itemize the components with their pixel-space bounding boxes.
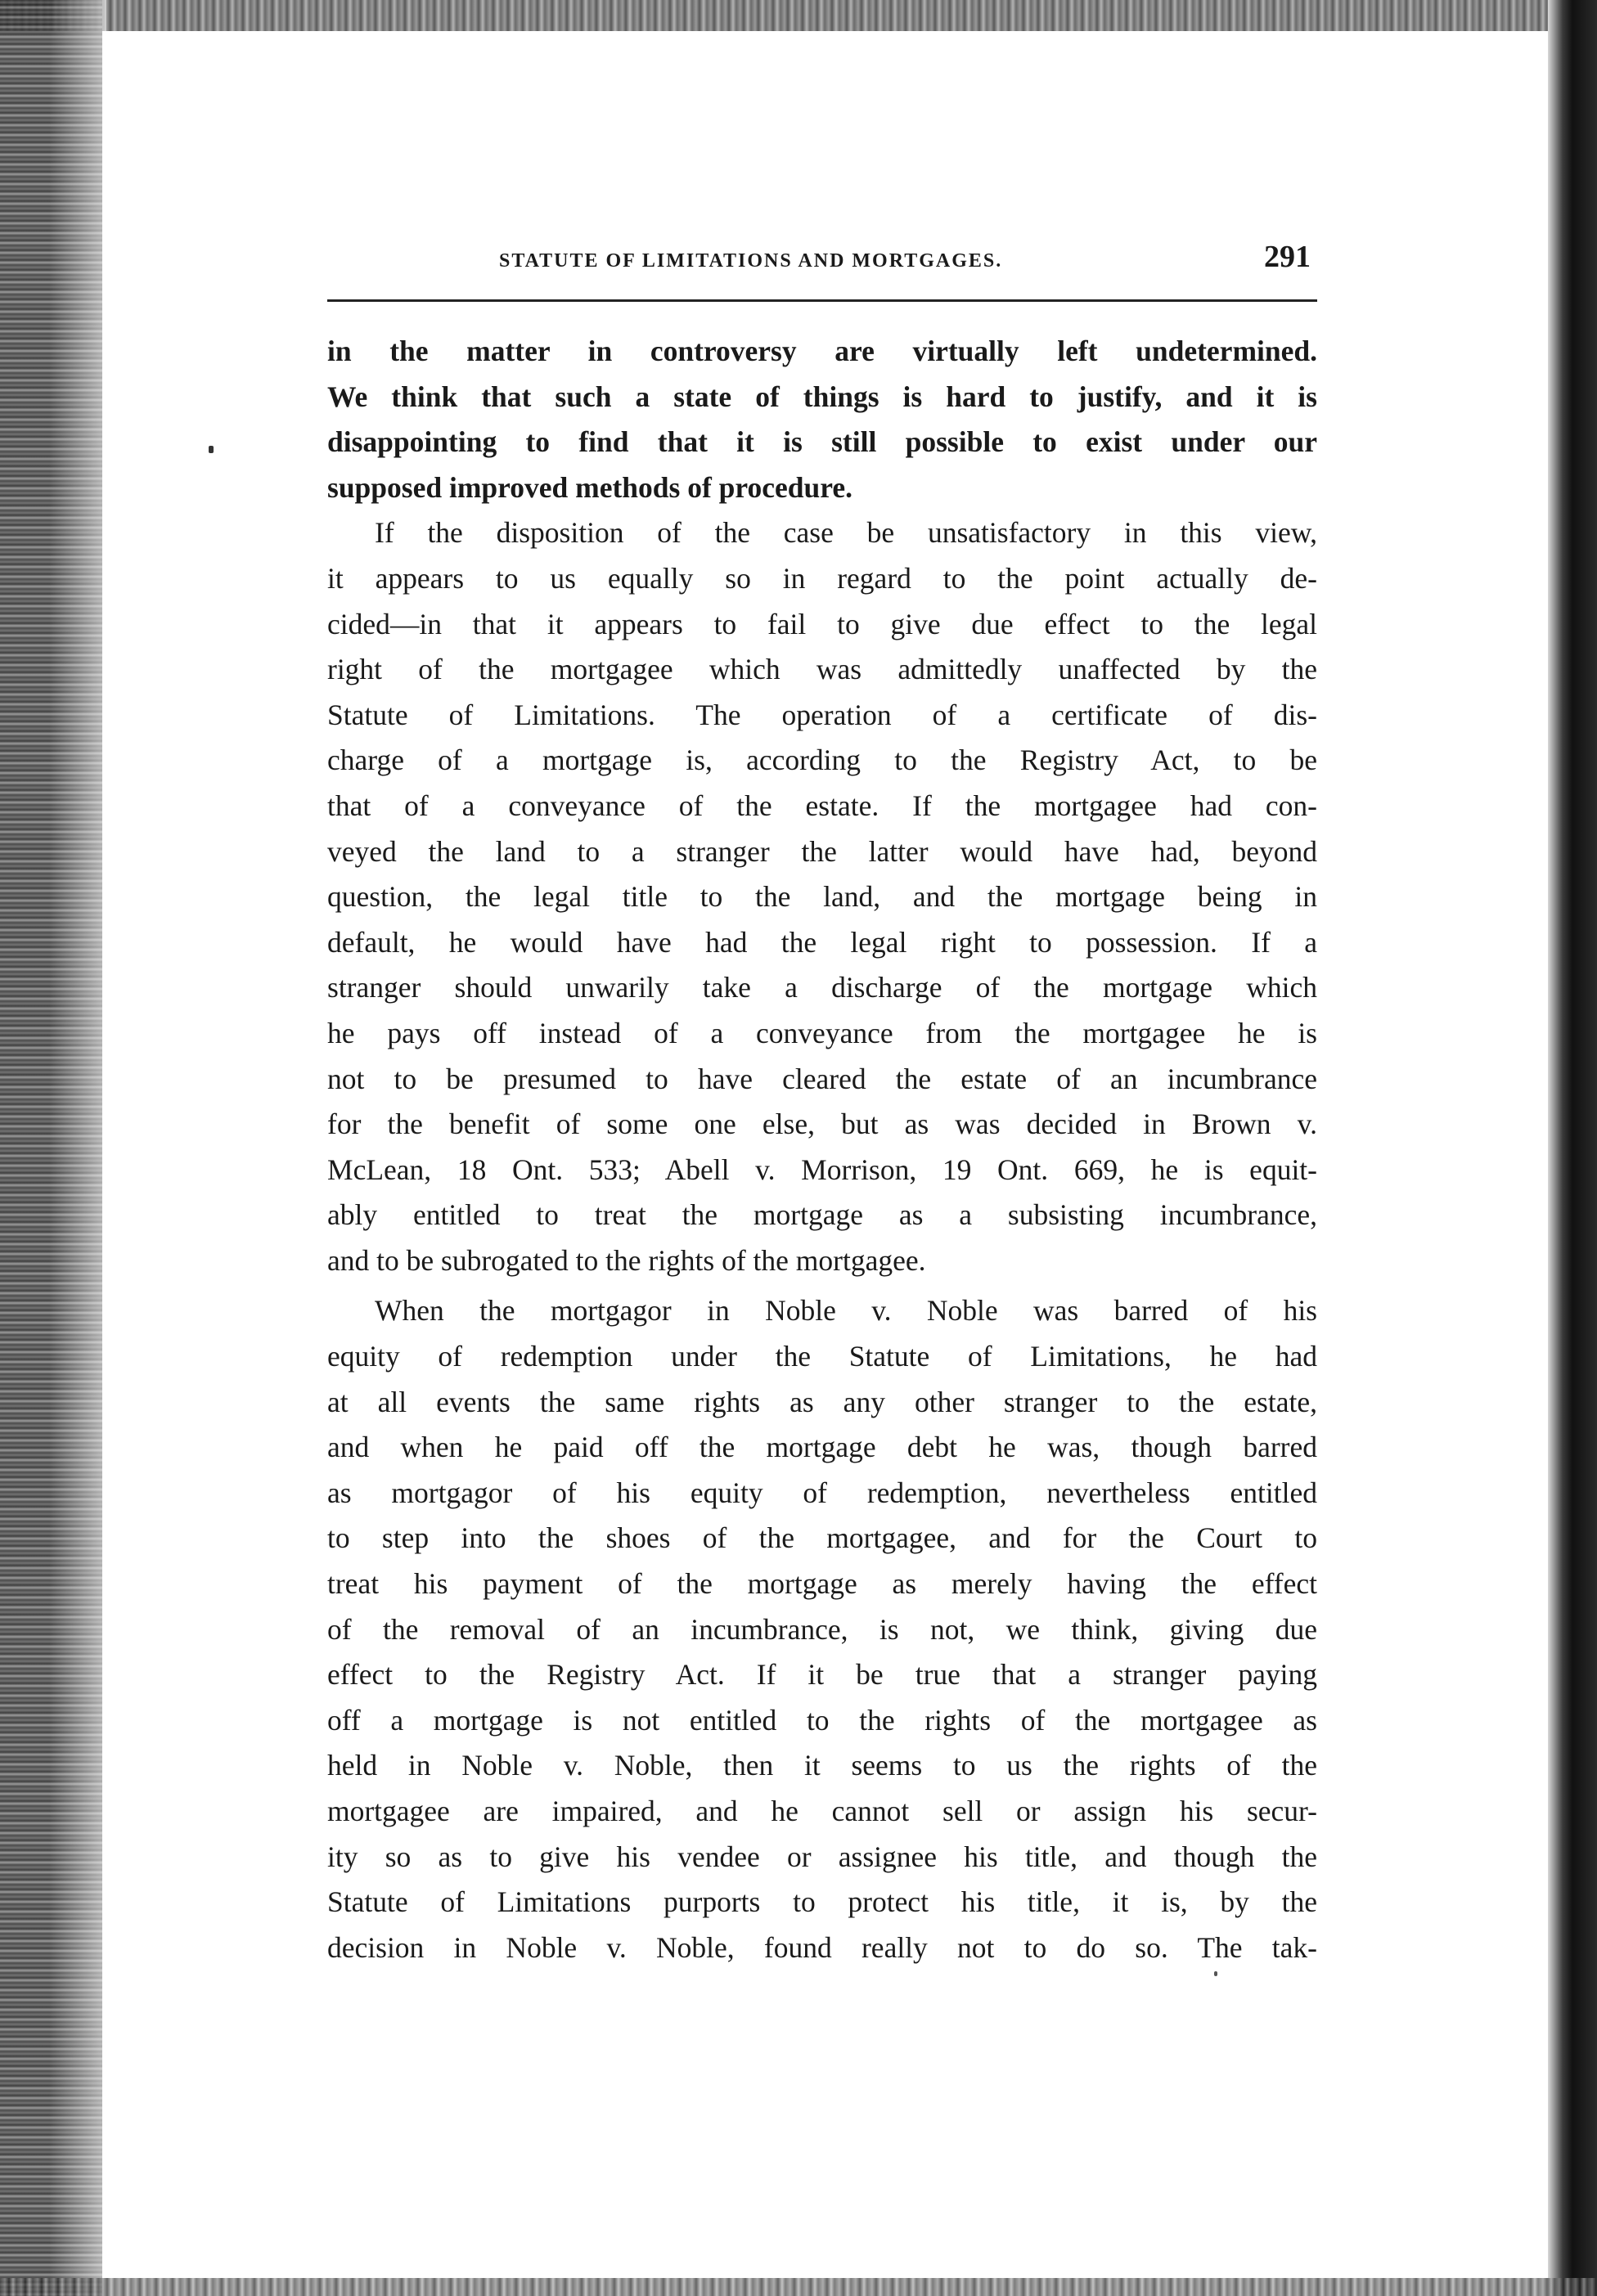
text-line: treat his payment of the mortgage as merely having the effect bbox=[327, 1567, 1317, 1601]
text-line: ably entitled to treat the mortgage as a subsisting incumbrance, bbox=[327, 1198, 1317, 1232]
bottom-scan-border bbox=[0, 2278, 1597, 2296]
top-scan-border bbox=[0, 0, 1597, 31]
text-line: default, he would have had the legal right to possession. If a bbox=[327, 925, 1317, 959]
text-line: right of the mortgagee which was admittedly unaffected by the bbox=[327, 653, 1317, 686]
body-text bbox=[327, 329, 1317, 1970]
text-line: veyed the land to a stranger the latter would have had, beyond bbox=[327, 834, 1317, 868]
text-line: ity so as to give his vendee or assignee his title, and though the bbox=[327, 1840, 1317, 1873]
text-line: equity of redemption under the Statute of Limitations, he had bbox=[327, 1340, 1317, 1373]
running-header bbox=[327, 229, 1317, 278]
left-border-fade bbox=[49, 0, 106, 2296]
text-line: as mortgagor of his equity of redemption, nevertheless entitled bbox=[327, 1476, 1317, 1509]
text-line: disappointing to find that it is still possible to exist under our bbox=[327, 425, 1317, 459]
page-number: 291 bbox=[1264, 240, 1311, 274]
text-line: If the disposition of the case be unsatisfactory in this view, bbox=[375, 516, 1317, 550]
text-line: charge of a mortgage is, according to the Registry Act, to be bbox=[327, 744, 1317, 777]
text-line: We think that such a state of things is hard to justify, and it is bbox=[327, 380, 1317, 413]
right-scan-border bbox=[1548, 0, 1597, 2296]
text-line: of the removal of an incumbrance, is not, we think, giving due bbox=[327, 1612, 1317, 1646]
header-rule bbox=[327, 299, 1317, 302]
book-page bbox=[327, 229, 1317, 1964]
text-line: off a mortgage is not entitled to the rights of the mortgagee as bbox=[327, 1703, 1317, 1737]
text-line: he pays off instead of a conveyance from the mortgagee he is bbox=[327, 1016, 1317, 1049]
text-line: at all events the same rights as any other stranger to the estate, bbox=[327, 1385, 1317, 1418]
stray-ink-mark bbox=[1214, 1971, 1217, 1976]
text-line: and to be subrogated to the rights of the mortgagee. bbox=[327, 1243, 926, 1277]
text-line: Statute of Limitations. The operation of a certificate of dis- bbox=[327, 698, 1317, 731]
paragraph-3 bbox=[327, 1288, 1317, 1970]
text-line: question, the legal title to the land, and the mortgage being in bbox=[327, 880, 1317, 914]
text-line: supposed improved methods of procedure. bbox=[327, 470, 853, 504]
stray-ink-mark bbox=[209, 446, 214, 453]
text-line: in the matter in controversy are virtually left undetermined. bbox=[327, 335, 1317, 367]
running-title: STATUTE OF LIMITATIONS AND MORTGAGES. bbox=[499, 250, 1003, 272]
text-line: McLean, 18 Ont. 533; Abell v. Morrison, 19 Ont. 669, he is equit- bbox=[327, 1152, 1317, 1186]
text-line: that of a conveyance of the estate. If the mortgagee had con- bbox=[327, 789, 1317, 822]
paragraph-1 bbox=[327, 329, 1317, 510]
text-line: mortgagee are impaired, and he cannot sell or assign his secur- bbox=[327, 1795, 1317, 1827]
text-line: cided—in that it appears to fail to give due effect to the legal bbox=[327, 607, 1317, 640]
text-line: Statute of Limitations purports to protect his title, it is, by the bbox=[327, 1885, 1317, 1919]
text-line: not to be presumed to have cleared the estate of an incumbrance bbox=[327, 1062, 1317, 1095]
text-line: decision in Noble v. Noble, found really not to do so. The tak- bbox=[327, 1930, 1317, 1964]
text-line: to step into the shoes of the mortgagee, and for the Court to bbox=[327, 1521, 1317, 1555]
text-line: stranger should unwarily take a discharge of the mortgage which bbox=[327, 971, 1317, 1004]
text-line: effect to the Registry Act. If it be true that a stranger paying bbox=[327, 1658, 1317, 1692]
text-line: held in Noble v. Noble, then it seems to us the rights of the bbox=[327, 1749, 1317, 1782]
paragraph-2 bbox=[327, 510, 1317, 1283]
text-line: When the mortgagor in Noble v. Noble was barred of his bbox=[375, 1294, 1317, 1328]
text-line: for the benefit of some one else, but as was decided in Brown v. bbox=[327, 1108, 1317, 1141]
text-line: it appears to us equally so in regard to the point actually de- bbox=[327, 561, 1317, 595]
text-line: and when he paid off the mortgage debt he was, though barred bbox=[327, 1431, 1317, 1464]
